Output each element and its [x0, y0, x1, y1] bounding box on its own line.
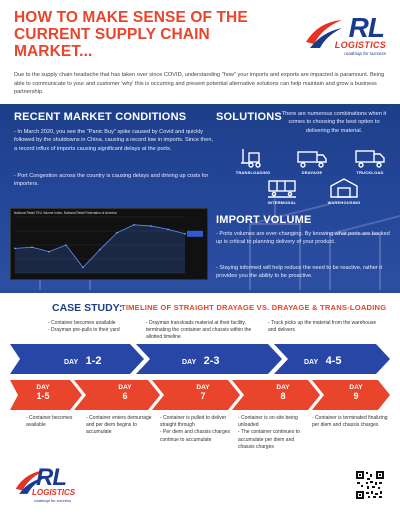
logo-name: LOGISTICS	[334, 40, 386, 50]
bottom-note-2: - Container enters demurrage and per diem begins to accumulate	[86, 415, 152, 436]
chart-point-9	[167, 229, 169, 231]
chart-point-8	[150, 225, 152, 227]
case-study-title: CASE STUDY:	[52, 302, 123, 314]
bottom-note-5: - Container is terminated finalizing per diem and chassis charges	[312, 415, 388, 429]
train-icon	[267, 177, 297, 199]
import-bullet-2: - Staying informed will help reduce the need to be reactive, rather it provides you the ability to be proactive.	[216, 265, 383, 280]
recent-bullet-1: - In March 2020, you see the "Panic Buy" spike caused by Covid and quickly followed by the shutdowns in China, causing a record low in imports. Since then, a record influx of imports causing significant delays at the ports.	[14, 129, 213, 152]
logo-mark: RL	[348, 12, 384, 43]
chart-point-1	[31, 246, 33, 248]
blue-day-1: DAY 1-2	[64, 355, 102, 367]
translading-label: TRANSLOADING	[235, 170, 271, 175]
top-note-2: - Drayman transloads material at their facility, terminating the container and chassis within the allotted timeline	[146, 320, 252, 341]
chart-point-3	[65, 244, 67, 246]
page-title: HOW TO MAKE SENSE OF THE CURRENT SUPPLY CHAIN MARKET...	[14, 9, 248, 60]
solutions-text: There are numerous combinations when it comes to choosing the best option to delivering the material.	[281, 111, 387, 134]
semi-truck-icon	[355, 147, 385, 169]
bottom-note-1: - Container becomes available	[26, 415, 73, 429]
teu-volume-chart	[10, 208, 208, 280]
footer-logo-tagline: roadmap for success	[34, 498, 72, 503]
intermodal-label: INTERMODAL	[267, 200, 297, 205]
chart-point-4	[82, 267, 84, 269]
chart-title: National Retail TEU Volume Index, National Retail Federation of America	[14, 211, 117, 215]
truckload-label: TRUCKLOAD	[356, 170, 384, 175]
red-day-3: DAY 7	[196, 384, 210, 401]
chart-last-value-box	[187, 231, 203, 237]
chart-point-6	[116, 232, 118, 234]
red-day-5: DAY 9	[349, 384, 363, 401]
case-study-subtitle: TIMELINE OF STRAIGHT DRAYAGE VS. DRAYAGE & TRANS-LOADING	[121, 303, 387, 312]
top-note-1: - Container becomes available - Drayman pre-pulls to their yard	[48, 320, 120, 334]
import-bullet-1: - Ports volumes are ever-changing. By knowing what ports are backed up is critical to planning delivery of your product.	[216, 231, 390, 246]
red-day-1: DAY 1-5	[36, 384, 50, 401]
top-note-3: - Truck picks up the material from the warehouse and delivers	[268, 320, 377, 334]
header	[0, 0, 400, 68]
logo-tagline: roadmap for success	[344, 51, 386, 56]
chart-point-10	[184, 233, 186, 235]
import-volume-title: IMPORT VOLUME	[216, 214, 312, 226]
qr-code[interactable]	[355, 470, 385, 500]
warehouse-icon	[329, 177, 359, 199]
drayage-label: DRAYAGE	[301, 170, 323, 175]
red-day-2: DAY 6	[118, 384, 132, 401]
forklift-icon	[239, 147, 269, 169]
bottom-note-4: - Container is on-site being unloaded - The container continues to accumulate per diem and chassis charges	[238, 415, 300, 450]
solutions-title: SOLUTIONS	[216, 111, 282, 123]
chart-point-7	[133, 224, 135, 226]
red-day-4: DAY 8	[276, 384, 290, 401]
blue-day-2: DAY 2-3	[182, 355, 220, 367]
warehousing-label: WAREHOUSING	[327, 200, 361, 205]
container-truck-icon	[297, 147, 327, 169]
chart-point-5	[99, 249, 101, 251]
chart-point-0	[14, 248, 16, 250]
footer-logo-mark: RL	[36, 464, 66, 491]
solution-icons	[237, 147, 397, 205]
blue-day-3: DAY 4-5	[304, 355, 342, 367]
chart-plot	[11, 209, 207, 279]
recent-bullet-2: - Port Congestion across the country is causing delays and driving up costs for importers.	[14, 173, 209, 188]
recent-market-title: RECENT MARKET CONDITIONS	[14, 111, 187, 123]
footer-logo-name: LOGISTICS	[32, 488, 76, 497]
intro-paragraph: Due to the supply chain headache that has taken over since COVID, understanding "how" your imports and exports are impacted is paramount. Being able to communicate to your and customer 'why' this is occurring and present potential alternative solutions can help maintain and grow a business partnership.	[14, 72, 385, 96]
bottom-note-3: - Container is pulled to deliver straight through - Per diem and chassis charges continue to accumulate	[160, 415, 231, 443]
chart-point-2	[48, 251, 50, 253]
rl-logistics-logo	[304, 14, 388, 60]
footer-logo	[14, 464, 84, 510]
